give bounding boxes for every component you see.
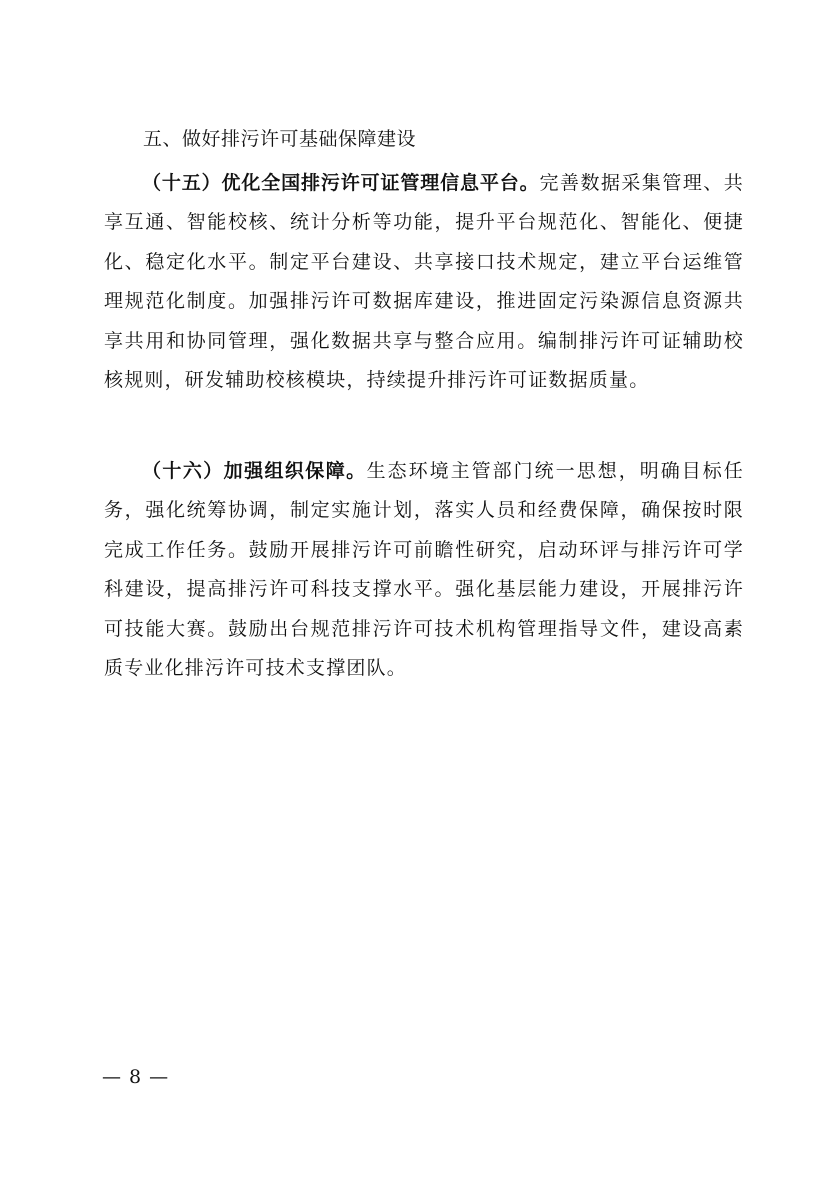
page-number: — 8 — [102,1066,170,1088]
paragraph-16-body: 生态环境主管部门统一思想，明确目标任务，强化统筹协调，制定实施计划，落实人员和经费保障，确保按时限完成工作任务。鼓励开展排污许可前瞻性研究，启动环评与排污许可学科建设，提高排污许可科技支撑水平。强化基层能力建设，开展排污许可技能大赛。鼓励出台规范排污许可技术机构管理指导文件，建设高素质专业化排污许可技术支撑团队。 [104,460,744,680]
paragraph-16 [104,452,744,688]
section-heading: 五、做好排污许可基础保障建设 [143,128,417,150]
paragraph-15 [104,164,744,400]
paragraph-16-lead: （十六）加强组织保障。 [142,460,367,482]
paragraph-15-body: 完善数据采集管理、共享互通、智能校核、统计分析等功能，提升平台规范化、智能化、便捷化、稳定化水平。制定平台建设、共享接口技术规定，建立平台运维管理规范化制度。加强排污许可数据库建设，推进固定污染源信息资源共享共用和协同管理，强化数据共享与整合应用。编制排污许可证辅助校核规则，研发辅助校核模块，持续提升排污许可证数据质量。 [104,172,744,392]
paragraph-15-lead: （十五）优化全国排污许可证管理信息平台。 [142,172,540,194]
